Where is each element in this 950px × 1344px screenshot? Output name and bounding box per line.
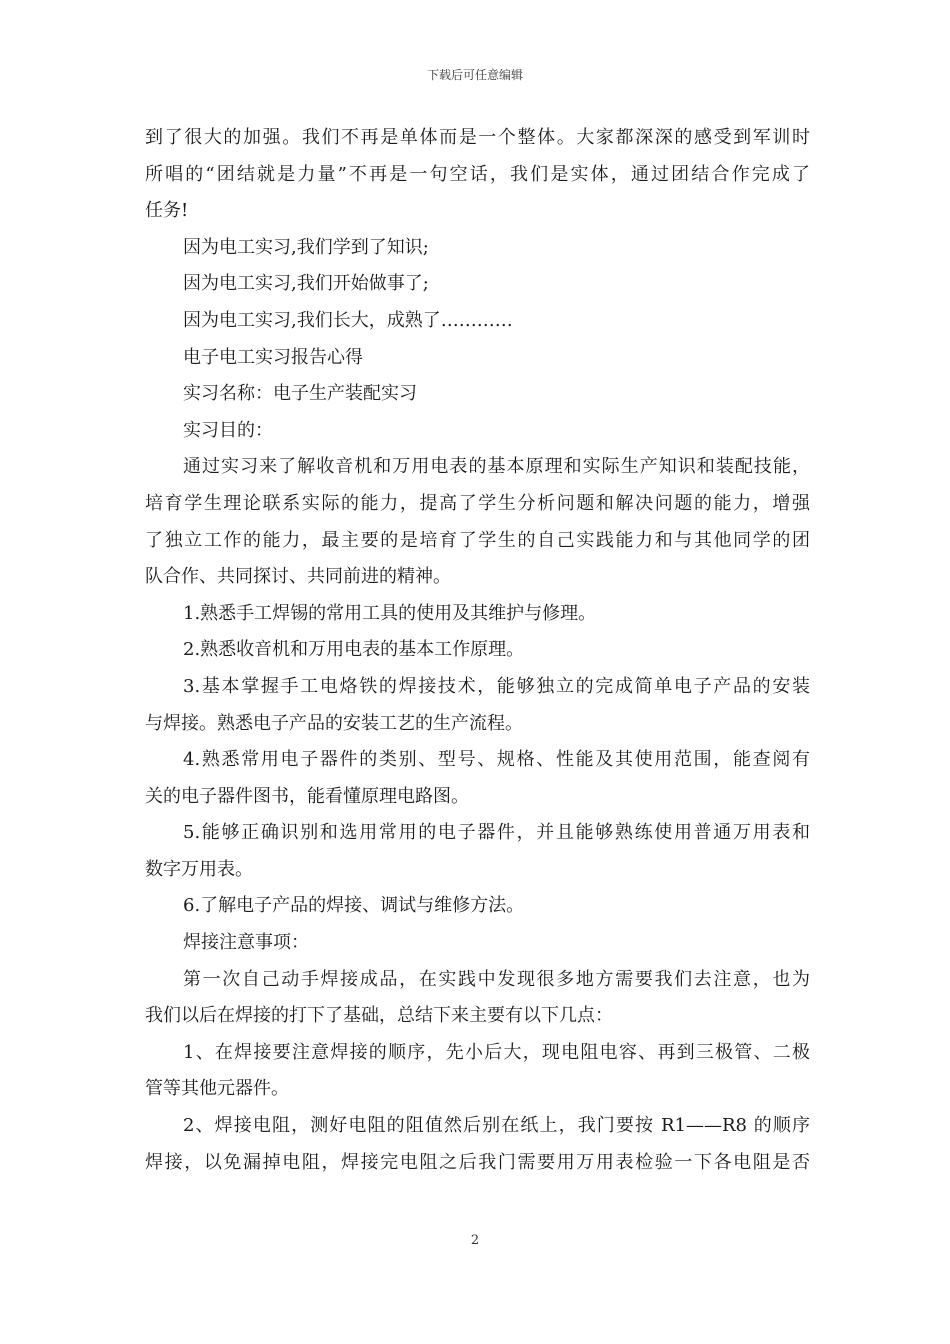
list-item: 1、在焊接要注意焊接的顺序，先小后大，现电阻电容、再到三极管、二极 bbox=[183, 1041, 810, 1063]
document-body bbox=[145, 120, 810, 1181]
page-header: 下载后可任意编辑 bbox=[426, 68, 523, 82]
text-line: 实习名称：电子生产装配实习 bbox=[183, 383, 417, 405]
text-line: 实习目的： bbox=[183, 419, 273, 441]
text-line: 因为电工实习,我们长大，成熟了………… bbox=[183, 309, 513, 331]
text-line: 通过实习来了解收音机和万用电表的基本原理和实际生产知识和装配技能， bbox=[183, 456, 810, 478]
list-item: 2.熟悉收音机和万用电表的基本工作原理。 bbox=[183, 639, 525, 661]
list-item: 6.了解电子产品的焊接、调试与维修方法。 bbox=[183, 895, 525, 917]
text-line: 因为电工实习,我们学到了知识; bbox=[183, 236, 429, 258]
text-line: 管等其他元器件。 bbox=[145, 1078, 289, 1100]
text-line: 了独立工作的能力，最主要的是培育了学生的自己实践能力和与其他同学的团 bbox=[145, 529, 810, 551]
text-line: 焊接注意事项： bbox=[183, 932, 309, 954]
text-line: 关的电子器件图书，能看懂原理电路图。 bbox=[145, 785, 469, 807]
list-item: 5.能够正确识别和选用常用的电子器件，并且能够熟练使用普通万用表和 bbox=[183, 822, 810, 844]
text-line: 队合作、共同探讨、共同前进的精神。 bbox=[145, 566, 451, 588]
list-item: 1.熟悉手工焊锡的常用工具的使用及其维护与修理。 bbox=[183, 602, 597, 624]
text-line: 焊接，以免漏掉电阻，焊接完电阻之后我门需要用万用表检验一下各电阻是否 bbox=[145, 1151, 810, 1173]
text-line: 培育学生理论联系实际的能力，提高了学生分析问题和解决问题的能力，增强 bbox=[145, 492, 810, 514]
section-heading: 电子电工实习报告心得 bbox=[183, 346, 363, 368]
text-line: 第一次自己动手焊接成品，在实践中发现很多地方需要我们去注意，也为 bbox=[183, 968, 810, 990]
text-line: 任务! bbox=[145, 200, 189, 222]
list-item: 4.熟悉常用电子器件的类别、型号、规格、性能及其使用范围，能查阅有 bbox=[183, 749, 810, 771]
page-number: 2 bbox=[470, 1233, 480, 1248]
text-line: 所唱的“团结就是力量”不再是一句空话，我们是实体，通过团结合作完成了 bbox=[145, 163, 810, 185]
text-line: 数字万用表。 bbox=[145, 858, 253, 880]
text-line: 我们以后在焊接的打下了基础，总结下来主要有以下几点： bbox=[145, 1005, 613, 1027]
text-line: 与焊接。熟悉电子产品的安装工艺的生产流程。 bbox=[145, 712, 523, 734]
text-line: 到了很大的加强。我们不再是单体而是一个整体。大家都深深的感受到军训时 bbox=[145, 127, 810, 148]
list-item: 3.基本掌握手工电烙铁的焊接技术，能够独立的完成简单电子产品的安装 bbox=[183, 675, 810, 697]
list-item: 2、焊接电阻，测好电阻的阻值然后别在纸上，我门要按 R1——R8 的顺序 bbox=[183, 1115, 810, 1137]
text-line: 因为电工实习,我们开始做事了; bbox=[183, 273, 429, 295]
